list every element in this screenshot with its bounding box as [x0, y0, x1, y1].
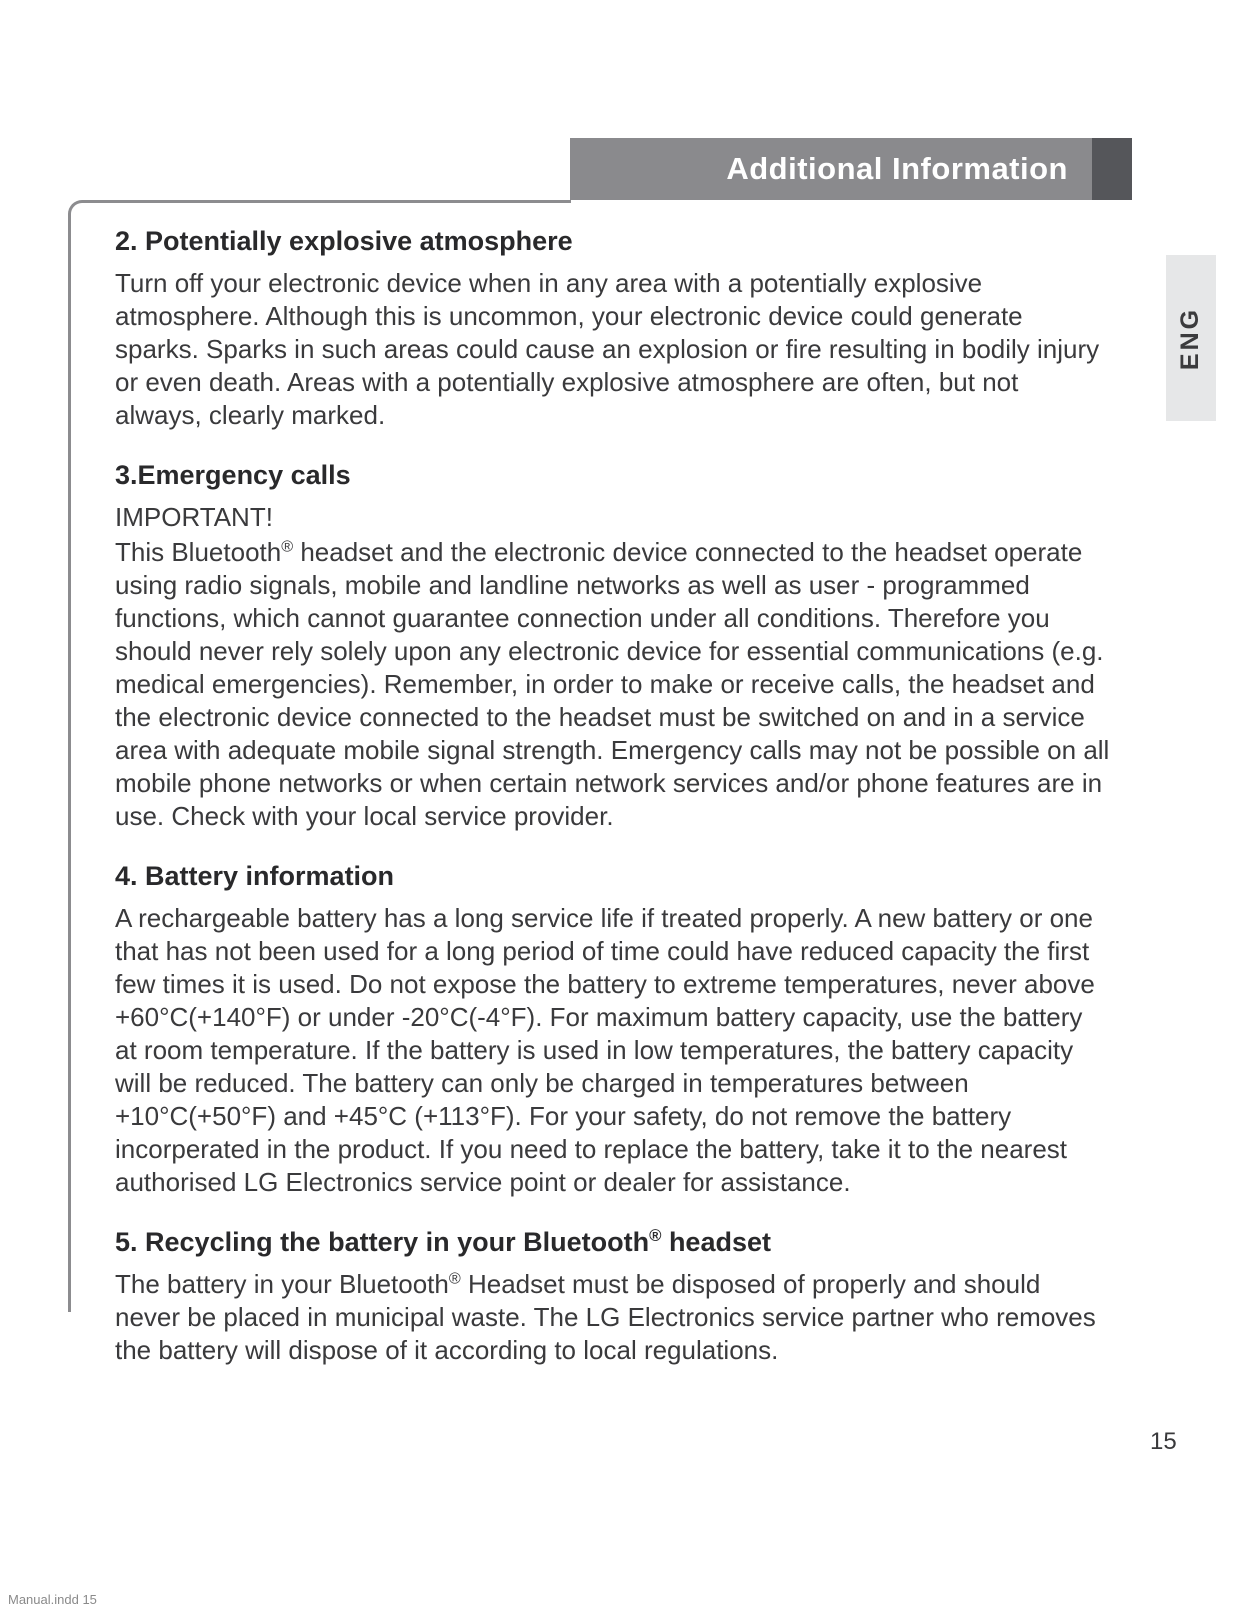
section-emergency-calls: [115, 460, 1110, 833]
section-paragraph: This Bluetooth® headset and the electronic device connected to the headset operate using radio signals, mobile and landline networks as well as user - programmed functions, which cannot guarantee connection under all conditions. Therefore you should never rely solely upon any electronic device for essential communications (e.g. medical emergencies). Remember, in order to make or receive calls, the headset and the electronic device connected to the headset must be switched on and in a service area with adequate mobile signal strength. Emergency calls may not be possible on all mobile phone networks or when certain network services and/or phone features are in use. Check with your local service provider.: [115, 537, 1110, 831]
section-paragraph: A rechargeable battery has a long service life if treated properly. A new battery or one that has not been used for a long period of time could have reduced capacity the first few times it is used. Do not expose the battery to extreme temperatures, never above +60°C(+140°F) or under -20°C(-4°F). For maximum battery capacity, use the battery at room temperature. If the battery is used in low temperatures, the battery capacity will be reduced. The battery can only be charged in temperatures between +10°C(+50°F) and +45°C (+113°F). For your safety, do not remove the battery incorperated in the product. If you need to replace the battery, take it to the nearest authorised LG Electronics service point or dealer for assistance.: [115, 903, 1095, 1197]
section-heading: 3.Emergency calls: [115, 460, 351, 490]
page-number: 15: [1150, 1428, 1177, 1455]
print-crop-text: Manual.indd 15: [8, 1592, 97, 1607]
section-heading: 5. Recycling the battery in your Bluetooth® headset: [115, 1226, 771, 1257]
section-paragraph: The battery in your Bluetooth® Headset must be disposed of properly and should never be placed in municipal waste. The LG Electronics service partner who removes the battery will dispose of it according to local regulations.: [115, 1269, 1096, 1365]
section-explosive-atmosphere: [115, 226, 1110, 432]
section-battery-information: [115, 861, 1110, 1199]
language-tab: [1166, 255, 1216, 421]
section-battery-recycling: [115, 1227, 1110, 1367]
important-label: IMPORTANT!: [115, 502, 273, 532]
language-tab-label: ENG: [1176, 306, 1205, 370]
section-header-bar: [570, 138, 1092, 200]
section-paragraph: Turn off your electronic device when in any area with a potentially explosive atmosphere. Although this is uncommon, your electronic device could generate sparks. Sparks in such areas could cause an explosion or fire resulting in bodily injury or even death. Areas with a potentially explosive atmosphere are often, but not always, clearly marked.: [115, 268, 1100, 430]
page-section-title: Additional Information: [726, 151, 1068, 186]
header-accent-block: [1092, 138, 1132, 200]
section-heading: 4. Battery information: [115, 861, 395, 891]
section-heading: 2. Potentially explosive atmosphere: [115, 226, 573, 256]
content-area: [115, 226, 1110, 1367]
